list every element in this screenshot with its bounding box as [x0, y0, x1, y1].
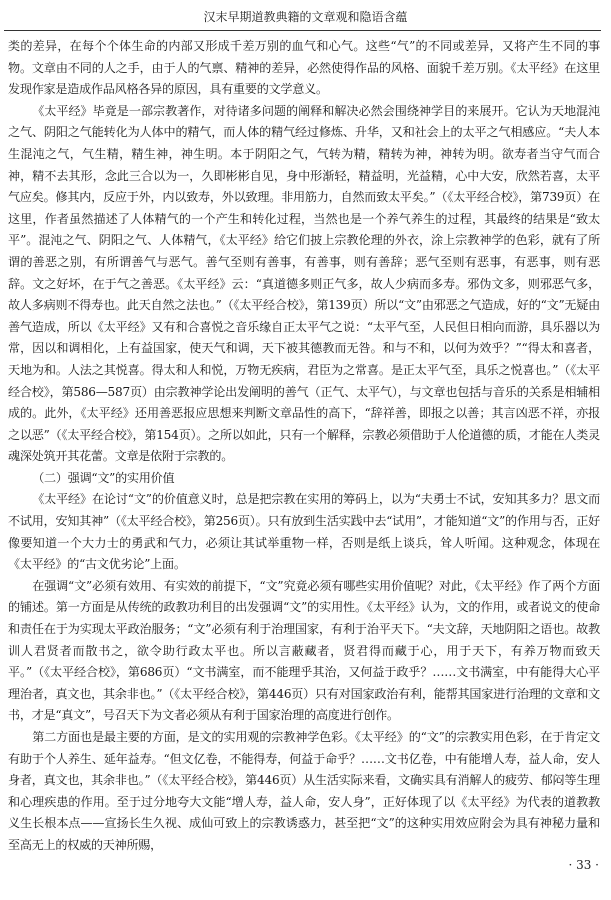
page-number: · 33 · — [568, 858, 599, 872]
section-heading: （二）强调“文”的实用价值 — [32, 470, 175, 485]
running-header: 汉末早期道教典籍的文章观和隐语含蕴 — [203, 10, 408, 24]
paragraph: 在强调“文”必须有效用、有实效的前提下，“文”究竟必须有哪些实用价值呢？对此，《太平经》作了两个方面的铺述。第一方面是从传统的政教功利目的出发强调“文”的实用性。《太平经》认为，文的作用，或者说文的使命和责任在于为实现太平政治服务；“文”必须有利于治理国家，有利于治平天下。“夫文辞，天地阴阳之语也。故教训人君贤者而散书之，欲令助行政太平也。所以言蔽藏者，贤君得而藏于心，用于天下，有养万物而致天平。”（《太平经合校》，第686页）“文书满室，而不能理乎其治，又何益于政乎？……文书满室，中有能得大心平理治者，真文也，其余非也。”（《太平经合校》，第446页）只有对国家政治有利，能帮其国家进行治理的文章和文书，才是“真文”，号召天下为文者必须从有利于国家治理的高度进行创作。 — [8, 578, 600, 723]
article-body — [8, 36, 600, 857]
header-rule — [4, 30, 601, 31]
paragraph-continued: 类的差异，在每个个体生命的内部又形成千差万别的血气和心气。这些“气”的不同或差异，又将产生不同的事物。文章由不同的人之手，由于人的气禀、精神的差异，必然使得作品的风格、面貌千差万别。《太平经》在这里发现作家是造成作品风格各异的原因，具有重要的文学意义。 — [8, 39, 600, 97]
paragraph: 《太平经》毕竟是一部宗教著作，对待诸多问题的阐释和解决必然会围绕神学目的来展开。它认为天地混沌之气、阴阳之气能转化为人体中的精气，而人体的精气经过修炼、升华，又和社会上的太平之气相感应。“夫人本生混沌之气，气生精，精生神，神生明。本于阴阳之气，气转为精，精转为神，神转为明。欲寿者当守气而合神，精不去其形，念此三合以为一，久即彬彬自见，身中形渐轻，精益明，光益精，心中大安，欣然若喜，太平气应矣。修其内，反应于外，内以致寿，外以致理。非用筋力，自然而致太平矣。”（《太平经合校》，第739页）在这里，作者虽然描述了人体精气的一个产生和转化过程，当然也是一个养气养生的过程，其最终的结果是“致太平”。混沌之气、阴阳之气、人体精气，《太平经》给它们披上宗教伦理的外衣，涂上宗教神学的色彩，就有了所谓的善恶之别，有所谓善气与恶气。善气至则有善事，有善事，则有善辞；恶气至则有恶事，有恶事，则有恶辞。文之好坏，在于气之善恶。《太平经》云：“真道德多则正气多，故人少病而多寿。邪伪文多，则邪恶气多，故人多病则不得寿也。此天自然之法也。”（《太平经合校》，第139页）所以“文”由邪恶之气造成，好的“文”无疑由善气造成，所以《太平经》又有和合喜悦之音乐缘自正太平气之说：“太平气至，人民但日相向而游，具乐器以为常，因以和调相化，上有益国家，使天气和调，天下被其德教而无咎。和与不和，以何为效乎？”“得太和喜者，天地为和。人法之其悦喜。得太和人和悦，万物无疾病，君臣为之常喜。是正太平气至，具乐之悦喜也。”（《太平经合校》，第586—587页）由宗教神学论出发阐明的善气（正气、太平气），与文章也包括与音乐的关系是相辅相成的。此外，《太平经》还用善恶报应思想来判断文章品性的高下，“辞祥善，即报之以善；其言凶恶不祥，亦报之以恶”（《太平经合校》，第154页）。之所以如此，只有一个解释，宗教必须借助于人伦道德的质，才能在人类灵魂深处筑开其花蕾。文章是依附于宗教的。 — [8, 103, 600, 464]
paragraph: 《太平经》在论讨“文”的价值意义时，总是把宗教在实用的筹码上，以为“夫勇士不试，安知其多力？思文而不试用，安知其神”（《太平经合校》，第256页）。只有放到生活实践中去“试用”，才能知道“文”的作用与否，正好像要知道一个大力士的勇武和气力，必须让其试举重物一样，否则是纸上谈兵，耸人听闻。这种观念，体现在《太平经》的“古文优劣论”上面。 — [8, 492, 600, 572]
paragraph: 第二方面也是最主要的方面，是文的实用观的宗教神学色彩。《太平经》的“文”的宗教实用色彩，在于肯定文有助于个人养生、延年益寿。“但文亿卷，不能得寿，何益于命乎？……文书亿卷，中有能增人寿，益人命，安人身者，真文也，其余非也。”（《太平经合校》，第446页）从生活实际来看，文确实具有消解人的疲劳、郁闷等生理和心理疾患的作用。至于过分地夸大文能“增人寿，益人命，安人身”，正好体现了以《太平经》为代表的道教教义生长根本点——宣扬长生久视、成仙可致上的宗教诱惑力，甚至把“文”的这种实用效应附会为具有神秘力量和至高无上的权威的天神所赐， — [8, 730, 600, 852]
